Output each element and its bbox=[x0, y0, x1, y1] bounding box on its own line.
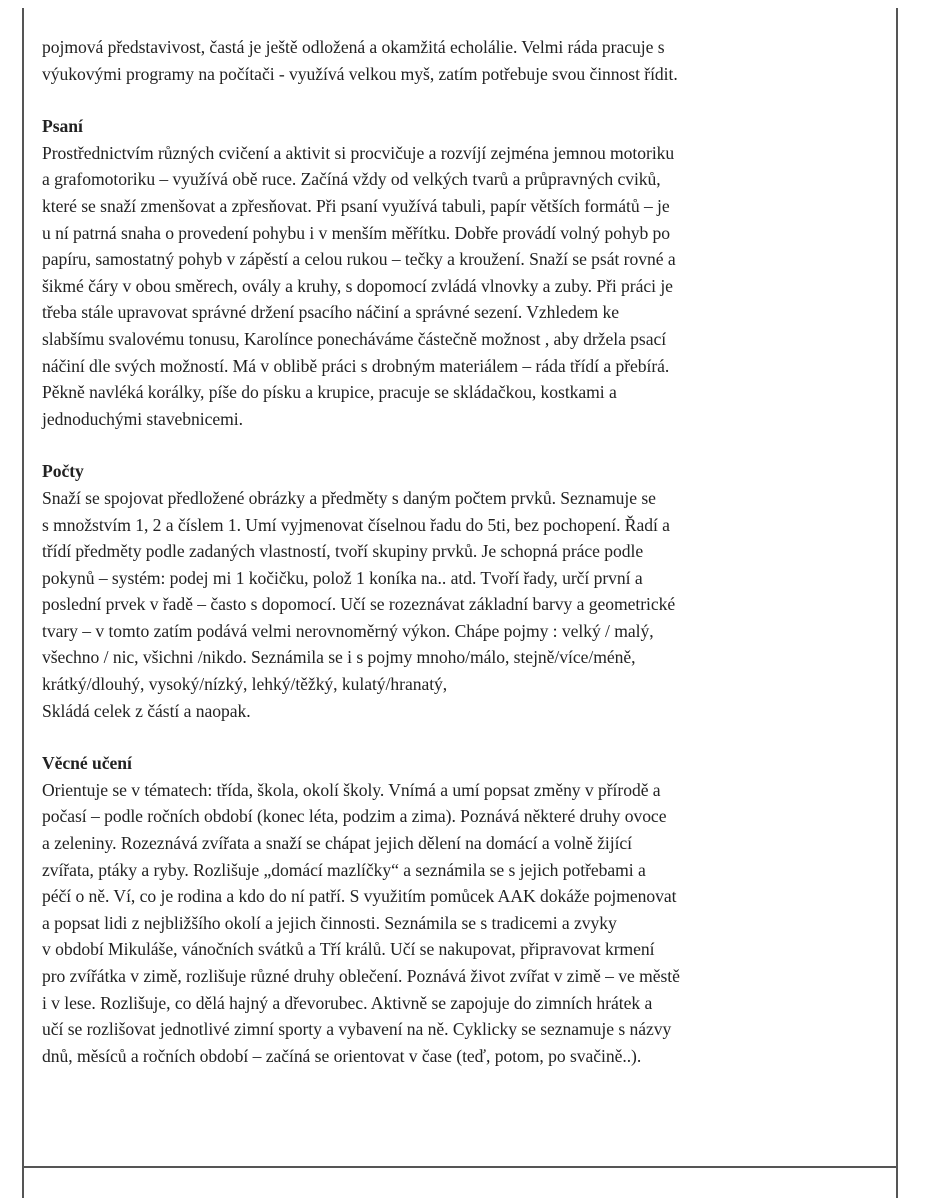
section-heading: Psaní bbox=[42, 116, 83, 137]
text-line: Orientuje se v tématech: třída, škola, okolí školy. Vnímá a umí popsat změny v přírodě a bbox=[42, 779, 661, 800]
text-line: i v lese. Rozlišuje, co dělá hajný a dřevorubec. Aktivně se zapojuje do zimních hrátek a bbox=[42, 992, 653, 1013]
document-body bbox=[42, 34, 878, 1069]
text-line: a grafomotoriku – využívá obě ruce. Začíná vždy od velkých tvarů a průpravných cviků, bbox=[42, 169, 661, 190]
bottom-rule bbox=[22, 1166, 898, 1168]
text-line: papíru, samostatný pohyb v zápěstí a celou rukou – tečky a kroužení. Snaží se psát rovné a bbox=[42, 249, 676, 270]
text-line: v období Mikuláše, vánočních svátků a Tří králů. Učí se nakupovat, připravovat krmení bbox=[42, 939, 655, 960]
section-heading: Počty bbox=[42, 461, 84, 482]
text-line: krátký/dlouhý, vysoký/nízký, lehký/těžký, kulatý/hranatý, bbox=[42, 674, 448, 695]
text-line: všechno / nic, všichni /nikdo. Seznámila se i s pojmy mnoho/málo, stejně/více/méně, bbox=[42, 647, 636, 668]
text-line: s množstvím 1, 2 a číslem 1. Umí vyjmenovat číselnou řadu do 5ti, bez pochopení. Řadí a bbox=[42, 514, 670, 535]
text-line: zvířata, ptáky a ryby. Rozlišuje „domácí mazlíčky“ a seznámila se s jejich potřebami a bbox=[42, 859, 646, 880]
text-line: dnů, měsíců a ročních období – začíná se orientovat v čase (teď, potom, po svačině..). bbox=[42, 1045, 642, 1066]
section-vecne-uceni bbox=[42, 750, 878, 1069]
text-line: Prostřednictvím různých cvičení a aktivit si procvičuje a rozvíjí zejména jemnou motoriku bbox=[42, 142, 675, 163]
intro-paragraph bbox=[42, 34, 878, 87]
text-line: a popsat lidi z nejbližšího okolí a jejich činnosti. Seznámila se s tradicemi a zvyky bbox=[42, 912, 617, 933]
text-line: učí se rozlišovat jednotlivé zimní sporty a vybavení na ně. Cyklicky se seznamuje s názvy bbox=[42, 1019, 672, 1040]
paragraph-gap bbox=[42, 87, 878, 113]
text-line: a zeleniny. Rozeznává zvířata a snaží se chápat jejich dělení na domácí a volně žijící bbox=[42, 833, 633, 854]
text-line: péčí o ně. Ví, co je rodina a kdo do ní patří. S využitím pomůcek AAK dokáže pojmenovat bbox=[42, 886, 677, 907]
paragraph-gap bbox=[42, 724, 878, 750]
text-line: výukovými programy na počítači - využívá velkou myš, zatím potřebuje svou činnost řídit. bbox=[42, 63, 678, 84]
text-line: Skládá celek z částí a naopak. bbox=[42, 700, 251, 721]
text-line: u ní patrná snaha o provedení pohybu i v menším měřítku. Dobře provádí volný pohyb po bbox=[42, 222, 671, 243]
text-line: poslední prvek v řadě – často s dopomocí. Učí se rozeznávat základní barvy a geometrické bbox=[42, 594, 676, 615]
text-line: které se snaží zmenšovat a zpřesňovat. Při psaní využívá tabuli, papír větších formátů – je bbox=[42, 195, 670, 216]
text-line: pokynů – systém: podej mi 1 kočičku, polož 1 koníka na.. atd. Tvoří řady, určí první a bbox=[42, 567, 643, 588]
text-line: jednoduchými stavebnicemi. bbox=[42, 408, 243, 429]
text-line: Snaží se spojovat předložené obrázky a předměty s daným počtem prvků. Seznamuje se bbox=[42, 487, 656, 508]
section-heading: Věcné učení bbox=[42, 753, 132, 774]
text-line: pojmová představivost, častá je ještě odložená a okamžitá echolálie. Velmi ráda pracuje s bbox=[42, 37, 665, 57]
text-line: šikmé čáry v obou směrech, ovály a kruhy, s dopomocí zvládá vlnovky a zuby. Při práci je bbox=[42, 275, 673, 296]
section-pocty bbox=[42, 458, 878, 724]
text-line: třídí předměty podle zadaných vlastností, tvoří skupiny prvků. Je schopná práce podle bbox=[42, 541, 644, 562]
text-line: slabšímu svalovému tonusu, Karolínce ponecháváme částečně možnost , aby držela psací bbox=[42, 328, 667, 349]
text-line: pro zvířátka v zimě, rozlišuje různé druhy oblečení. Poznává život zvířat v zimě – ve městě bbox=[42, 966, 680, 986]
paragraph-gap bbox=[42, 432, 878, 458]
text-line: třeba stále upravovat správné držení psacího náčiní a správné sezení. Vzhledem ke bbox=[42, 302, 619, 323]
text-line: počasí – podle ročních období (konec léta, podzim a zima). Poznává některé druhy ovoce bbox=[42, 806, 667, 827]
text-line: tvary – v tomto zatím podává velmi nerovnoměrný výkon. Chápe pojmy : velký / malý, bbox=[42, 620, 654, 641]
text-line: náčiní dle svých možností. Má v oblibě práci s drobným materiálem – ráda třídí a přebírá. bbox=[42, 355, 670, 376]
text-line: Pěkně navléká korálky, píše do písku a krupice, pracuje se skládačkou, kostkami a bbox=[42, 382, 617, 403]
section-psani bbox=[42, 113, 878, 432]
